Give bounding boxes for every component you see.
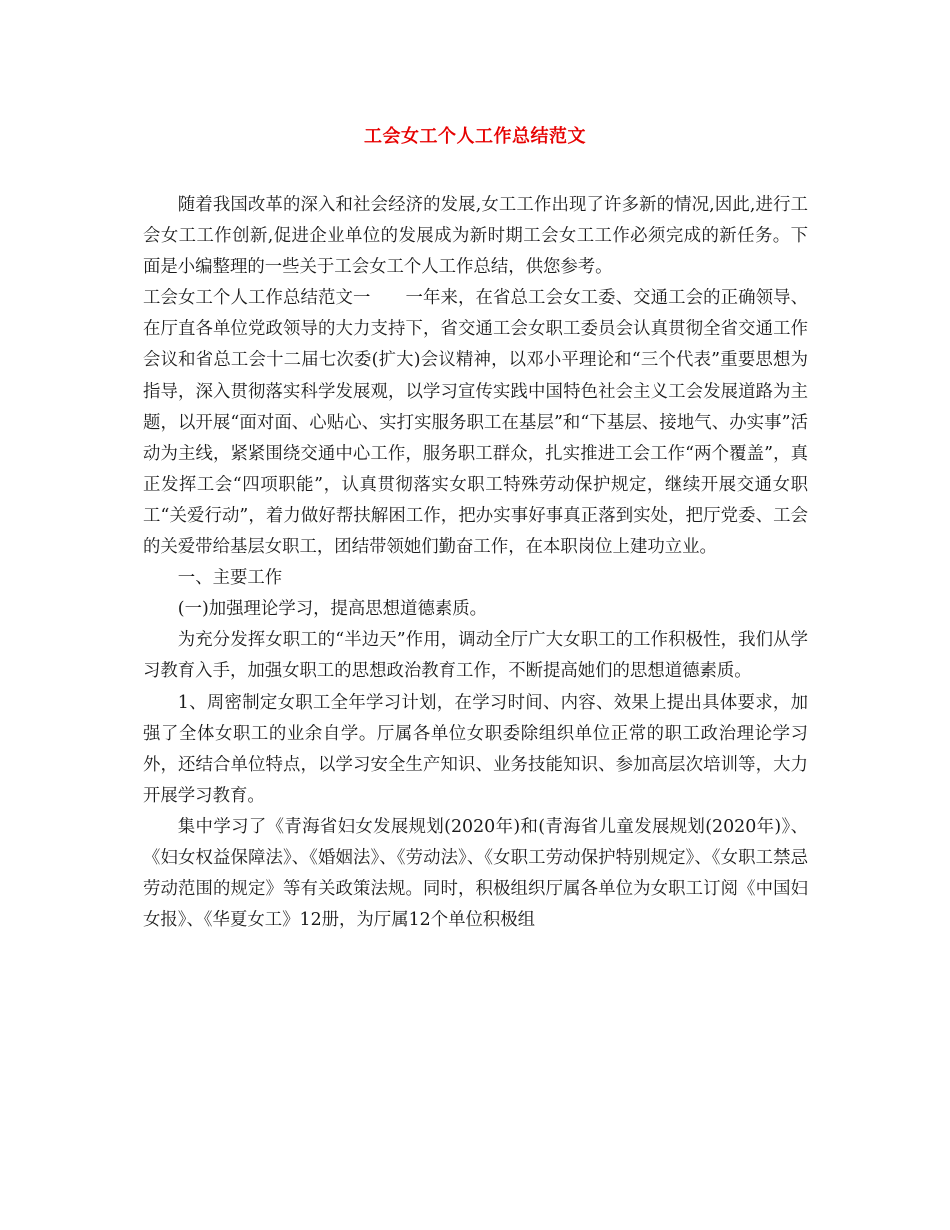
document-title: 工会女工个人工作总结范文 (364, 126, 586, 147)
paragraph-regulations: 集中学习了《青海省妇女发展规划(2020年)和(青海省儿童发展规划(2020年)》、《妇女权益保障法》、《婚姻法》、《劳动法》、《女职工劳动保护特别规定》、《女职工禁忌劳动范围的规定》等有关政策法规。同时，积极组织厅属各单位为女职工订阅《中国妇女报》、《华夏女工》12册，为厅属12个单位积极组 (143, 816, 808, 931)
paragraph-half-sky: 为充分发挥女职工的“半边天”作用，调动全厅广大女职工的工作积极性，我们从学习教育入手，加强女职工的思想政治教育工作，不断提高她们的思想道德素质。 (143, 630, 808, 682)
summary-paragraph-one: 工会女工个人工作总结范文一 一年来，在省总工会女工委、交通工会的正确领导、在厅直各单位党政领导的大力支持下，省交通工会女职工委员会认真贯彻全省交通工作会议和省总工会十二届七次委(扩大)会议精神，以邓小平理论和“三个代表”重要思想为指导，深入贯彻落实科学发展观，以学习宣传实践中国特色社会主义工会发展道路为主题，以开展“面对面、心贴心、实打实服务职工在基层”和“下基层、接地气、办实事”活动为主线，紧紧围绕交通中心工作，服务职工群众，扎实推进工会工作“两个覆盖”，真正发挥工会“四项职能”，认真贯彻落实女职工特殊劳动保护规定，继续开展交通女职工“关爱行动”，着力做好帮扶解困工作，把办实事好事真正落到实处，把厅党委、工会的关爱带给基层女职工，团结带领她们勤奋工作，在本职岗位上建功立业。 (143, 288, 808, 558)
intro-paragraph: 随着我国改革的深入和社会经济的发展,女工工作出现了许多新的情况,因此,进行工会女工工作创新,促进企业单位的发展成为新时期工会女工工作必须完成的新任务。下面是小编整理的一些关于工会女工个人工作总结，供您参考。 (143, 195, 808, 278)
section-heading-main-work: 一、主要工作 (177, 568, 283, 589)
subsection-heading-theory-study: (一)加强理论学习，提高思想道德素质。 (177, 599, 488, 620)
document-body (143, 190, 808, 936)
paragraph-study-plan: 1、周密制定女职工全年学习计划，在学习时间、内容、效果上提出具体要求，加强了全体女职工的业余自学。厅属各单位女职委除组织单位正常的职工政治理论学习外，还结合单位特点，以学习安全生产知识、业务技能知识、参加高层次培训等，大力开展学习教育。 (143, 692, 808, 806)
